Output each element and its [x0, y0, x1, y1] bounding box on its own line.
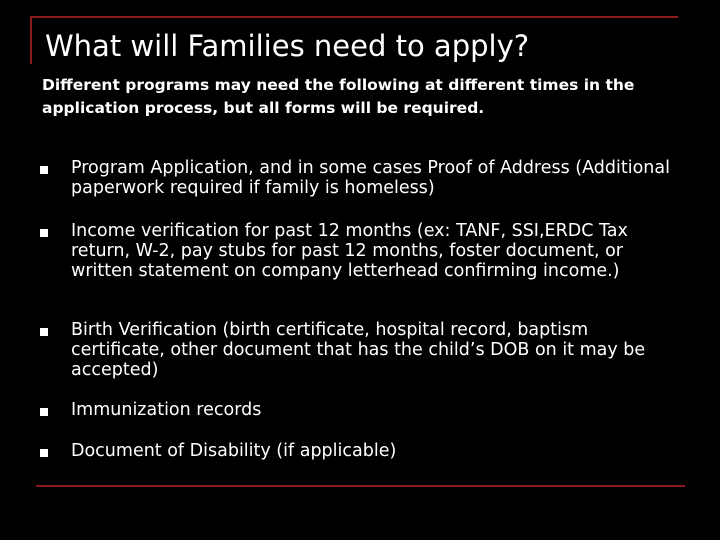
slide-title: What will Families need to apply? [45, 29, 530, 63]
bullet-text: Income verification for past 12 months (ex: TANF, SSI,ERDC Tax return, W-2, pay stubs for past 12 months, foster document, or written statement on company letterhead confirming income.) [71, 221, 628, 281]
bullet-text: Immunization records [71, 400, 262, 420]
square-bullet-icon [40, 328, 48, 336]
frame-left-line [30, 16, 32, 64]
frame-bottom-line [36, 485, 685, 487]
frame-top-line [30, 16, 678, 18]
square-bullet-icon [40, 166, 48, 174]
intro-text: Different programs may need the following at different times in the application process, but all forms will be required. [42, 76, 635, 117]
bullet-text: Document of Disability (if applicable) [71, 441, 397, 461]
square-bullet-icon [40, 449, 48, 457]
bullet-text: Birth Verification (birth certificate, hospital record, baptism certificate, other document that has the child’s DOB on it may be accepted) [71, 320, 646, 380]
square-bullet-icon [40, 408, 48, 416]
bullet-text: Program Application, and in some cases Proof of Address (Additional paperwork required if family is homeless) [71, 158, 670, 198]
square-bullet-icon [40, 229, 48, 237]
